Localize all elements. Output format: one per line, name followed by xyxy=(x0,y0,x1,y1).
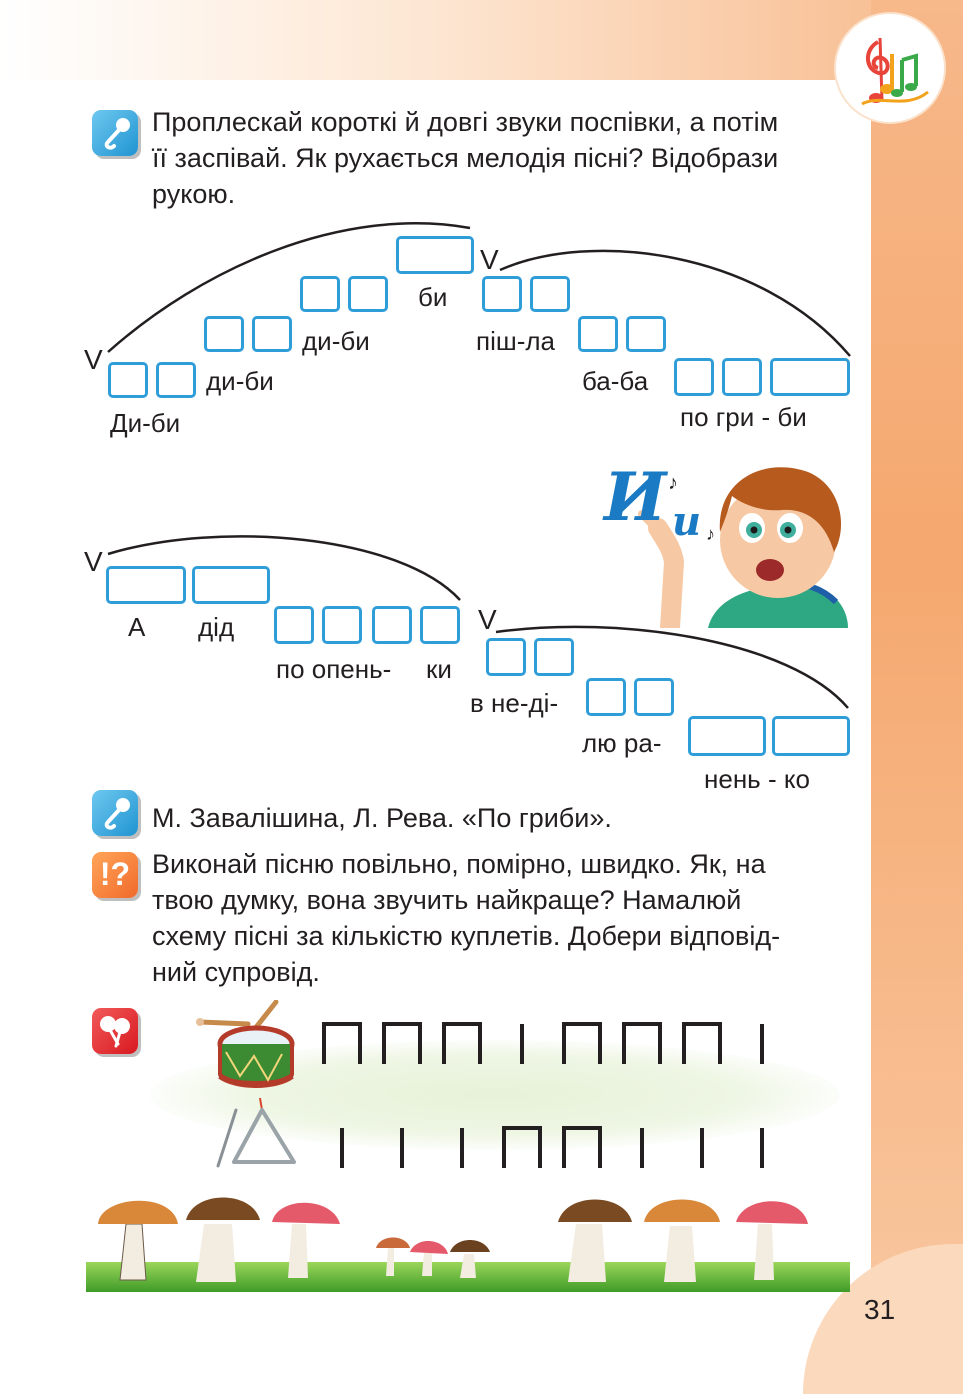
rhythm-box-short xyxy=(372,606,412,644)
task3-line: ний супровід. xyxy=(152,957,320,987)
lyric-syllable: ба-ба xyxy=(582,366,649,396)
lyric-syllable: би xyxy=(418,282,448,312)
breath-mark: V xyxy=(84,344,103,375)
triangle-rhythm-pattern xyxy=(316,1124,786,1170)
task1-line: рукою. xyxy=(152,179,236,209)
drum-icon xyxy=(196,1000,300,1092)
task3-text xyxy=(152,846,852,990)
lyric-syllable: А xyxy=(128,612,146,642)
page-number: 31 xyxy=(864,1294,896,1325)
lyric-syllable: ди-би xyxy=(206,366,274,396)
task1-line: її заспівай. Як рухається мелодія пісні? Відобрази xyxy=(152,143,779,173)
task3-line: Виконай пісню повільно, помірно, швидко. Як, на xyxy=(152,849,766,879)
lyric-syllable: в не-ді- xyxy=(470,688,559,718)
lyric-syllable: ки xyxy=(426,654,452,684)
rhythm-box-long xyxy=(396,236,474,274)
rhythm-box-long xyxy=(192,566,270,604)
lyric-syllable: ди-би xyxy=(302,326,370,356)
rhythm-box-short xyxy=(486,638,526,676)
lyric-syllable: по гри - би xyxy=(680,402,807,432)
rhythm-eighth-pair xyxy=(624,1024,660,1064)
rhythm-box-short xyxy=(534,638,574,676)
lyric-syllable: по опень- xyxy=(276,654,392,684)
lyric-syllable: Ди-би xyxy=(110,408,181,438)
rhythm-box-short xyxy=(634,678,674,716)
rhythm-eighth-pair xyxy=(564,1024,600,1064)
rhythm-box-long xyxy=(772,716,850,756)
lyric-syllable: лю ра- xyxy=(582,728,662,758)
triangle-instrument-icon xyxy=(212,1096,298,1170)
rhythm-eighth-pair xyxy=(384,1024,420,1064)
rhythm-box-long xyxy=(106,566,186,604)
rhythm-box-short xyxy=(252,316,292,352)
exclamation-question-icon xyxy=(92,852,138,898)
drum-rhythm-pattern xyxy=(316,1020,786,1066)
small-letter-i: и xyxy=(672,498,702,545)
task3-line: схему пісні за кількістю куплетів. Добери відповід- xyxy=(152,921,781,951)
music-note-icon: ♪ xyxy=(668,472,678,494)
lyric-syllable: нень - ко xyxy=(704,764,810,794)
rhythm-box-short xyxy=(722,358,762,396)
big-letter-i: И xyxy=(604,458,667,536)
rhythm-box-short xyxy=(586,678,626,716)
lyric-syllable: дід xyxy=(198,612,235,642)
mushrooms-grass-illustration xyxy=(96,1184,856,1294)
task1-line: Проплескай короткі й довгі звуки поспівки, а потім xyxy=(152,107,779,137)
badge-glyph: !? xyxy=(99,856,131,892)
music-note-icon: ♪ xyxy=(706,524,715,544)
rhythm-box-short xyxy=(204,316,244,352)
microphone-icon xyxy=(92,790,138,836)
rhythm-box-short xyxy=(300,276,340,312)
singing-boy-illustration xyxy=(604,452,850,628)
rhythm-box-short xyxy=(108,362,148,398)
rhythm-box-short xyxy=(482,276,522,312)
rhythm-eighth-pair xyxy=(564,1128,600,1168)
rhythm-eighth-pair xyxy=(324,1024,360,1064)
maracas-icon xyxy=(92,1008,138,1054)
rhythm-eighth-pair xyxy=(444,1024,480,1064)
task3-line: твою думку, вона звучить найкраще? Намалюй xyxy=(152,885,742,915)
rhythm-box-short xyxy=(348,276,388,312)
rhythm-box-short xyxy=(420,606,460,644)
rhythm-box-long xyxy=(688,716,766,756)
rhythm-box-short xyxy=(626,316,666,352)
breath-mark: V xyxy=(478,604,497,635)
rhythm-box-short xyxy=(322,606,362,644)
rhythm-box-short xyxy=(530,276,570,312)
rhythm-box-long xyxy=(770,358,850,396)
breath-mark: V xyxy=(480,244,499,275)
rhythm-box-short xyxy=(274,606,314,644)
breath-mark: V xyxy=(84,546,103,577)
lyric-syllable: піш-ла xyxy=(476,326,556,356)
rhythm-box-short xyxy=(156,362,196,398)
task2-text: М. Завалішина, Л. Рева. «По гриби». xyxy=(152,803,612,833)
rhythm-eighth-pair xyxy=(504,1128,540,1168)
rhythm-box-short xyxy=(578,316,618,352)
rhythm-eighth-pair xyxy=(684,1024,720,1064)
rhythm-box-short xyxy=(674,358,714,396)
